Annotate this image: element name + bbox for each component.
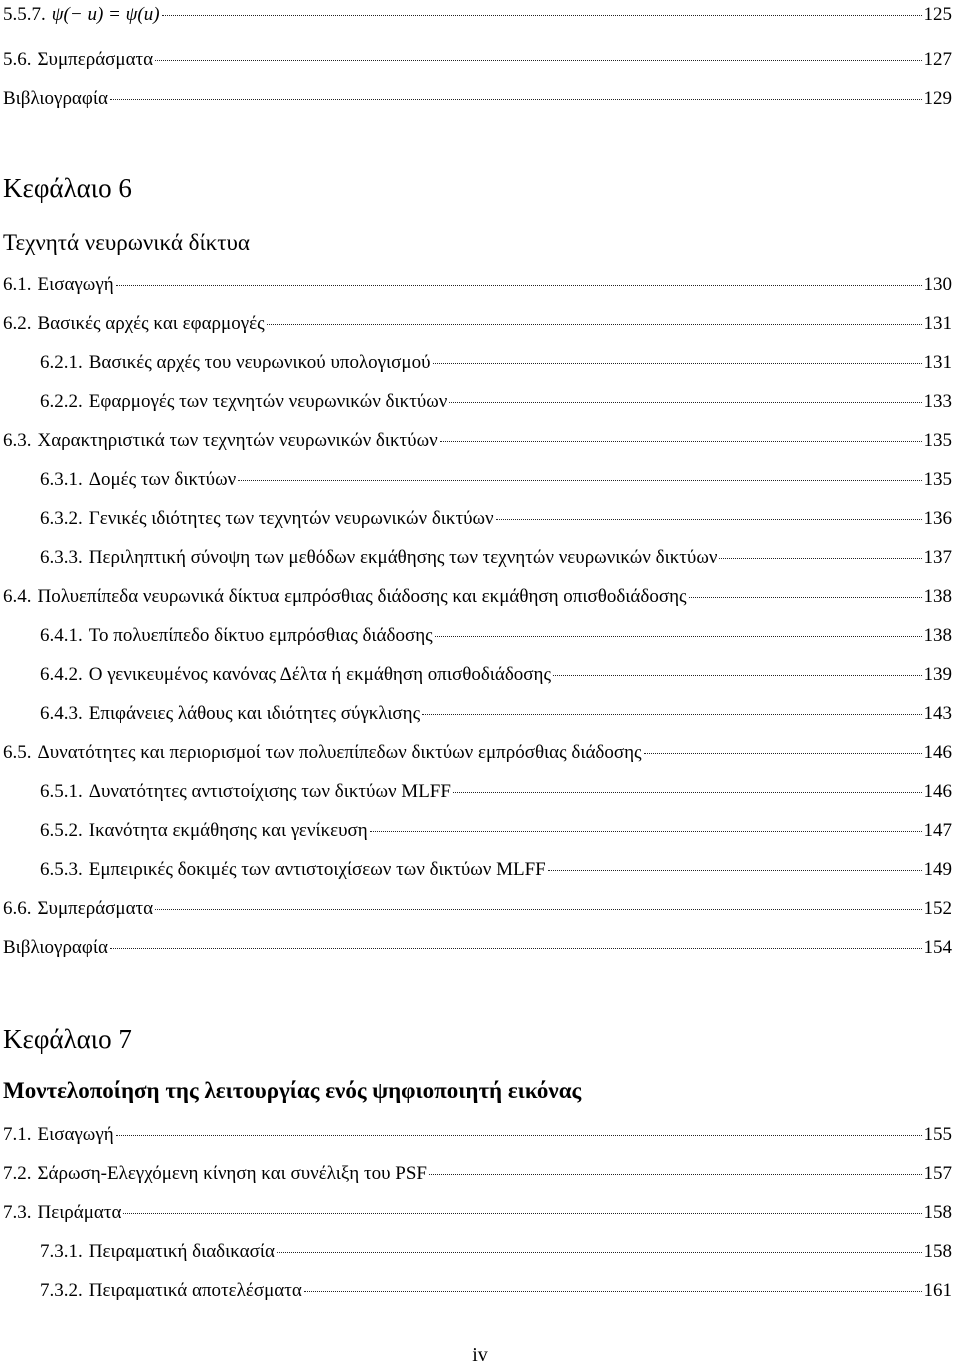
toc-dot-leader xyxy=(155,60,921,61)
toc-entry-page: 149 xyxy=(923,859,952,880)
toc-entry-page: 127 xyxy=(923,49,952,70)
toc-entry-page: 138 xyxy=(923,586,952,607)
toc-entry-6-5-2[interactable] xyxy=(40,816,952,846)
toc-entry-6-2[interactable] xyxy=(3,309,952,339)
toc-entry-6-3-1[interactable] xyxy=(40,465,952,495)
toc-entry-title: Συμπεράσματα xyxy=(37,49,154,70)
toc-dot-leader xyxy=(453,792,922,793)
toc-entry-page: 130 xyxy=(923,274,952,295)
toc-dot-leader xyxy=(238,480,921,481)
toc-entry-number: 6.4. xyxy=(3,586,32,607)
toc-entry-number: 7.3.1. xyxy=(40,1241,83,1262)
toc-entry-6-4-1[interactable] xyxy=(40,621,952,651)
toc-entry-title: Πολυεπίπεδα νευρωνικά δίκτυα εμπρόσθιας διάδοσης και εκμάθηση οπισθοδιάδοσης xyxy=(37,586,687,607)
toc-entry-page: 139 xyxy=(923,664,952,685)
toc-entry-page: 133 xyxy=(923,391,952,412)
toc-entry-number: 5.6. xyxy=(3,49,32,70)
toc-entry-6-5[interactable] xyxy=(3,738,952,768)
toc-entry-title: Εμπειρικές δοκιμές των αντιστοιχίσεων των δικτύων MLFF xyxy=(88,859,546,880)
toc-entry-number: 7.2. xyxy=(3,1163,32,1184)
toc-entry-5-5-7[interactable] xyxy=(3,0,952,30)
toc-entry-title: Πειράματα xyxy=(37,1202,122,1223)
page-number-footer: iv xyxy=(472,1344,488,1366)
toc-entry-title: ψ(− u) = ψ(u) xyxy=(51,4,160,25)
toc-dot-leader xyxy=(644,753,922,754)
toc-dot-leader xyxy=(123,1213,921,1214)
toc-entry-page: 131 xyxy=(923,313,952,334)
toc-entry-page: 158 xyxy=(923,1241,952,1262)
toc-entry-title: Επιφάνειες λάθους και ιδιότητες σύγκλισης xyxy=(88,703,421,724)
toc-entry-bibliography-6[interactable] xyxy=(3,933,952,963)
toc-entry-6-2-2[interactable] xyxy=(40,387,952,417)
toc-entry-page: 146 xyxy=(923,742,952,763)
toc-entry-number: 6.5.3. xyxy=(40,859,83,880)
toc-dot-leader xyxy=(719,558,921,559)
toc-dot-leader xyxy=(433,363,922,364)
toc-entry-title: Γενικές ιδιότητες των τεχνητών νευρωνικών δικτύων xyxy=(88,508,494,529)
toc-entry-number: 6.4.2. xyxy=(40,664,83,685)
toc-dot-leader xyxy=(162,15,922,16)
toc-entry-title: Πειραματικά αποτελέσματα xyxy=(88,1280,302,1301)
toc-entry-title: Δυνατότητες και περιορισμοί των πολυεπίπεδων δικτύων εμπρόσθιας διάδοσης xyxy=(37,742,642,763)
toc-dot-leader xyxy=(304,1291,922,1292)
toc-entry-6-2-1[interactable] xyxy=(40,348,952,378)
toc-entry-page: 161 xyxy=(923,1280,952,1301)
toc-entry-number: 6.3.1. xyxy=(40,469,83,490)
toc-entry-title: Δυνατότητες αντιστοίχισης των δικτύων MLFF xyxy=(88,781,451,802)
toc-entry-page: 158 xyxy=(923,1202,952,1223)
toc-dot-leader xyxy=(422,714,921,715)
toc-entry-title: Εφαρμογές των τεχνητών νευρωνικών δικτύων xyxy=(88,391,448,412)
toc-entry-number: 6.5.1. xyxy=(40,781,83,802)
toc-entry-number: 6.4.3. xyxy=(40,703,83,724)
toc-entry-number: 5.5.7. xyxy=(3,4,46,25)
toc-entry-6-6[interactable] xyxy=(3,894,952,924)
toc-entry-title: Βιβλιογραφία xyxy=(3,937,108,958)
toc-entry-6-3-2[interactable] xyxy=(40,504,952,534)
toc-entry-number: 6.2. xyxy=(3,313,32,334)
toc-entry-6-4[interactable] xyxy=(3,582,952,612)
toc-entry-number: 6.5.2. xyxy=(40,820,83,841)
toc-entry-7-3[interactable] xyxy=(3,1198,952,1228)
toc-entry-7-1[interactable] xyxy=(3,1120,952,1150)
chapter-6-heading: Κεφάλαιο 6 xyxy=(3,173,132,203)
toc-entry-number: 6.3.2. xyxy=(40,508,83,529)
toc-entry-page: 155 xyxy=(923,1124,952,1145)
toc-entry-page: 146 xyxy=(923,781,952,802)
toc-entry-title: Συμπεράσματα xyxy=(37,898,154,919)
toc-entry-number: 6.4.1. xyxy=(40,625,83,646)
toc-dot-leader xyxy=(496,519,922,520)
toc-entry-bibliography-5[interactable] xyxy=(3,84,952,114)
toc-dot-leader xyxy=(689,597,922,598)
toc-entry-number: 6.2.2. xyxy=(40,391,83,412)
toc-dot-leader xyxy=(155,909,921,910)
toc-entry-number: 7.3. xyxy=(3,1202,32,1223)
toc-entry-page: 125 xyxy=(923,4,952,25)
toc-dot-leader xyxy=(429,1174,922,1175)
toc-entry-title: Ικανότητα εκμάθησης και γενίκευση xyxy=(88,820,368,841)
toc-entry-title: Βασικές αρχές και εφαρμογές xyxy=(37,313,265,334)
toc-dot-leader xyxy=(110,948,922,949)
toc-entry-5-6[interactable] xyxy=(3,45,952,75)
toc-dot-leader xyxy=(370,831,922,832)
toc-entry-page: 135 xyxy=(923,430,952,451)
toc-entry-number: 6.1. xyxy=(3,274,32,295)
toc-entry-title: Ο γενικευμένος κανόνας Δέλτα ή εκμάθηση οπισθοδιάδοσης xyxy=(88,664,552,685)
toc-dot-leader xyxy=(435,636,922,637)
toc-entry-6-1[interactable] xyxy=(3,270,952,300)
toc-entry-number: 7.3.2. xyxy=(40,1280,83,1301)
toc-dot-leader xyxy=(440,441,922,442)
toc-dot-leader xyxy=(116,285,922,286)
chapter-7-heading: Κεφάλαιο 7 xyxy=(3,1024,132,1054)
toc-dot-leader xyxy=(267,324,922,325)
toc-entry-title: Βασικές αρχές του νευρωνικού υπολογισμού xyxy=(88,352,431,373)
toc-entry-title: Το πολυεπίπεδο δίκτυο εμπρόσθιας διάδοσης xyxy=(88,625,433,646)
toc-entry-title: Βιβλιογραφία xyxy=(3,88,108,109)
toc-entry-number: 6.3.3. xyxy=(40,547,83,568)
toc-dot-leader xyxy=(553,675,921,676)
toc-entry-page: 157 xyxy=(923,1163,952,1184)
toc-entry-6-4-3[interactable] xyxy=(40,699,952,729)
toc-dot-leader xyxy=(110,99,922,100)
toc-entry-page: 147 xyxy=(923,820,952,841)
toc-entry-number: 7.1. xyxy=(3,1124,32,1145)
toc-dot-leader xyxy=(277,1252,922,1253)
toc-entry-page: 143 xyxy=(923,703,952,724)
toc-entry-number: 6.5. xyxy=(3,742,32,763)
toc-entry-page: 152 xyxy=(923,898,952,919)
toc-entry-title: Περιληπτική σύνοψη των μεθόδων εκμάθησης των τεχνητών νευρωνικών δικτύων xyxy=(88,547,718,568)
chapter-7-title: Μοντελοποίηση της λειτουργίας ενός ψηφιοποιητή εικόνας xyxy=(3,1078,582,1103)
toc-entry-page: 131 xyxy=(923,352,952,373)
toc-entry-6-3[interactable] xyxy=(3,426,952,456)
chapter-6-title: Τεχνητά νευρωνικά δίκτυα xyxy=(3,230,250,255)
toc-entry-number: 6.2.1. xyxy=(40,352,83,373)
toc-entry-page: 135 xyxy=(923,469,952,490)
toc-dot-leader xyxy=(449,402,921,403)
toc-entry-6-5-3[interactable] xyxy=(40,855,952,885)
toc-entry-title: Πειραματική διαδικασία xyxy=(88,1241,275,1262)
toc-entry-6-4-2[interactable] xyxy=(40,660,952,690)
toc-entry-title: Σάρωση-Ελεγχόμενη κίνηση και συνέλιξη του PSF xyxy=(37,1163,427,1184)
toc-entry-title: Εισαγωγή xyxy=(37,1124,114,1145)
toc-entry-7-3-1[interactable] xyxy=(40,1237,952,1267)
toc-dot-leader xyxy=(116,1135,922,1136)
toc-entry-title: Χαρακτηριστικά των τεχνητών νευρωνικών δικτύων xyxy=(37,430,438,451)
toc-entry-page: 137 xyxy=(923,547,952,568)
toc-entry-page: 136 xyxy=(923,508,952,529)
toc-entry-title: Δομές των δικτύων xyxy=(88,469,237,490)
toc-entry-page: 138 xyxy=(923,625,952,646)
toc-entry-7-2[interactable] xyxy=(3,1159,952,1189)
toc-entry-number: 6.3. xyxy=(3,430,32,451)
toc-entry-number: 6.6. xyxy=(3,898,32,919)
toc-entry-page: 129 xyxy=(923,88,952,109)
toc-entry-6-3-3[interactable] xyxy=(40,543,952,573)
toc-entry-title: Εισαγωγή xyxy=(37,274,114,295)
toc-entry-6-5-1[interactable] xyxy=(40,777,952,807)
toc-entry-7-3-2[interactable] xyxy=(40,1276,952,1306)
toc-dot-leader xyxy=(548,870,922,871)
toc-entry-page: 154 xyxy=(923,937,952,958)
